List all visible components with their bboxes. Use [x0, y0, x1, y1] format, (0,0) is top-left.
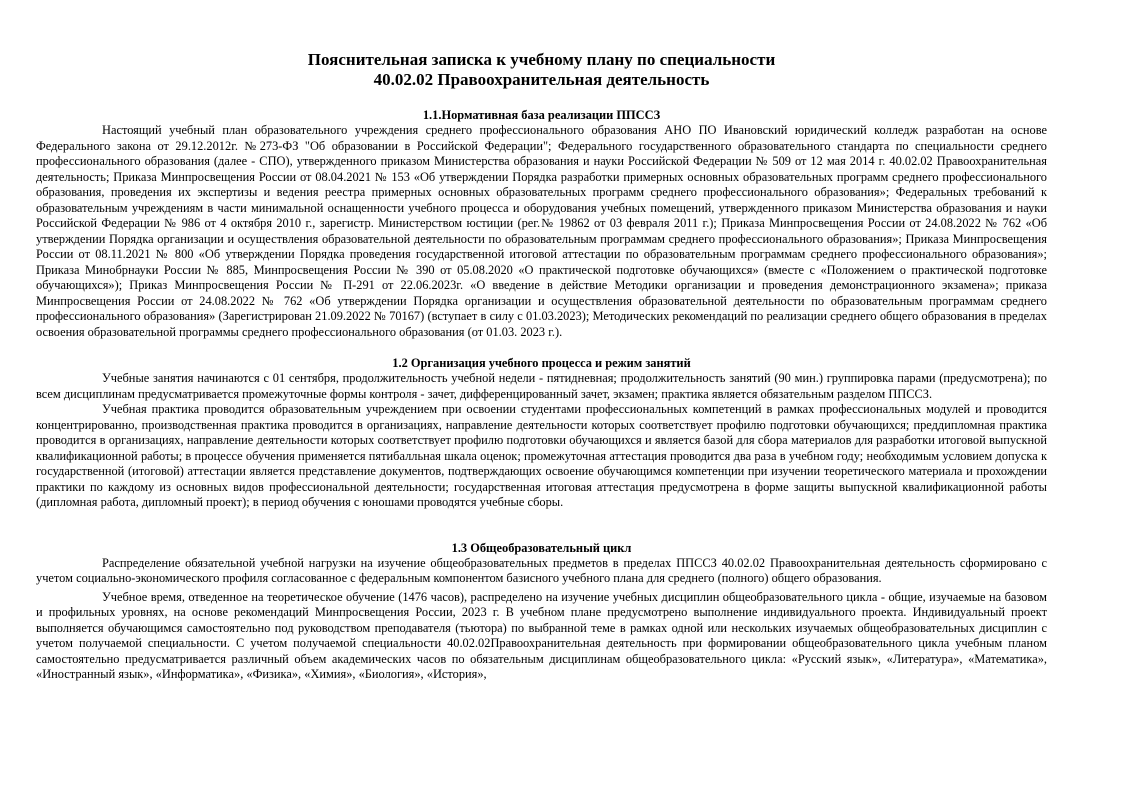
document-title-line-2: 40.02.02 Правоохранительная деятельность: [373, 70, 710, 89]
section-educational-process: [36, 356, 1047, 511]
section-heading: 1.3 Общеобразовательный цикл: [451, 540, 632, 555]
section-paragraph: Учебное время, отведенное на теоретическое обучение (1476 часов), распределено на изучение учебных дисциплин общеобразовательного цикла - общие, изучаемые на базовом и профильных уровнях, на основе рекомендаций Минпросвещения России, 2023 г. В учебном плане предусмотрено выполнение индивидуального проекта. Индивидуальный проект выполняется обучающимся самостоятельно под руководством преподавателя (тьютора) по выбранной теме в рамках одной или нескольких изучаемых общеобразовательных дисциплин с учетом получаемой специальности. С учетом получаемой специальности 40.02.02Правоохранительная деятельность при формировании общеобразовательного цикла учебным планом самостоятельно предусматривается различный объем академических часов по обязательным дисциплинам общеобразовательного цикла: «Русский язык», «Литература», «Математика», «Иностранный язык», «Информатика», «Физика», «Химия», «Биология», «История»,: [36, 589, 1047, 681]
section-paragraph: Распределение обязательной учебной нагрузки на изучение общеобразовательных предметов в пределах ППССЗ 40.02.02 Правоохранительная деятельность сформировано с учетом социально-экономического профиля согласованное с федеральным компонентом базисного учебного плана для среднего (полного) общего образования.: [36, 555, 1047, 585]
section-heading: 1.2 Организация учебного процесса и режим занятий: [392, 356, 691, 370]
document-title: [36, 50, 1047, 90]
section-paragraph: Учебные занятия начинаются с 01 сентября, продолжительность учебной недели - пятидневная; продолжительность занятий (90 мин.) группировка парами (предусмотрена); по всем дисциплинам предусматривается промежуточные формы контроля - зачет, дифференцированный зачет, экзамен; практика является обязательным разделом ППССЗ.: [36, 371, 1047, 401]
section-paragraph: Настоящий учебный план образовательного учреждения среднего профессионального образования АНО ПО Ивановский юридический колледж разработан на основе Федерального закона от 29.12.2012г. №273-ФЗ "Об образовании в Российской Федерации"; Федерального государственного образовательного стандарта по специальности среднего профессионального образования (далее - СПО), утвержденного приказом Министерства образования и науки Российской Федерации № 509 от 12 мая 2014 г. 40.02.02 Правоохранительная деятельность; Приказа Минпросвещения России от 08.04.2021 № 153 «Об утверждении Порядка разработки примерных основных образовательных программ среднего профессионального образования, проведения их экспертизы и ведения реестра примерных основных образовательных программ среднего профессионального образования»; Федеральных требований к образовательным учреждениям в части минимальной оснащенности учебного процесса и оборудования учебных помещений, утвержденного приказом Министерства образования и науки Российской Федерации № 986 от 4 октября 2010 г., зарегистр. Министерством юстиции (рег.№ 19862 от 03 февраля 2011 г.); Приказа Минпросвещения России от 24.08.2022 № 762 «Об утверждении Порядка организации и осуществления образовательной деятельности по образовательным программам среднего профессионального образования»; Приказа Минпросвещения России от 08.11.2021 № 800 «Об утверждении Порядка проведения государственной итоговой аттестации по образовательным программам среднего профессионального образования»; Приказа Минобрнауки России № 885, Минпросвещения России № 390 от 05.08.2020 «О практической подготовке обучающихся» (вместе с «Положением о практической подготовке обучающихся»); Приказ Минпросвещения России № П-291 от 22.06.2023г. «О введение в действие Методики организации и проведения демонстрационного экзамена»; приказа Минпросвещения России от 24.08.2022 № 762 «Об утверждении Порядка организации и осуществления образовательной деятельности по образовательным программам среднего профессионального образования» (Зарегистрирован 21.09.2022 № 70167) (вступает в силу с 01.03.2023); Методических рекомендаций по реализации среднего общего образования в пределах освоения образовательной программы среднего профессионального образования (от 01.03. 2023 г.).: [36, 123, 1047, 339]
section-heading: 1.1.Нормативная база реализации ППССЗ: [422, 108, 661, 122]
section-general-education-cycle: [36, 541, 1047, 683]
document-page: [36, 0, 1047, 683]
section-paragraph: Учебная практика проводится образовательным учреждением при освоении студентами профессиональных компетенций в рамках профессиональных модулей и проводится концентрированно, производственная практика проводится в организациях, направление деятельности которых соответствует профилю подготовки обучающихся; преддипломная практика проводится в организациях, направление деятельности которых соответствует профилю подготовки обучающихся и является базой для сбора материалов для разработки итоговой выпускной квалификационной работы; в процессе обучения применяется пятибалльная шкала оценок; промежуточная аттестация проводится два раза в учебном году; необходимым условием допуска к государственной (итоговой) аттестации является представление документов, подтверждающих освоение обучающимся компетенции при изучении теоретического материала и прохождении практики по каждому из основных видов профессиональной деятельности; государственная итоговая аттестация предусмотрена в форме защиты выпускной квалификационной работы (дипломная работа, дипломный проект); в период обучения с юношами проводятся учебные сборы.: [36, 402, 1047, 509]
document-title-line-1: Пояснительная записка к учебному плану по специальности: [307, 50, 776, 69]
section-normative-base: [36, 108, 1047, 340]
